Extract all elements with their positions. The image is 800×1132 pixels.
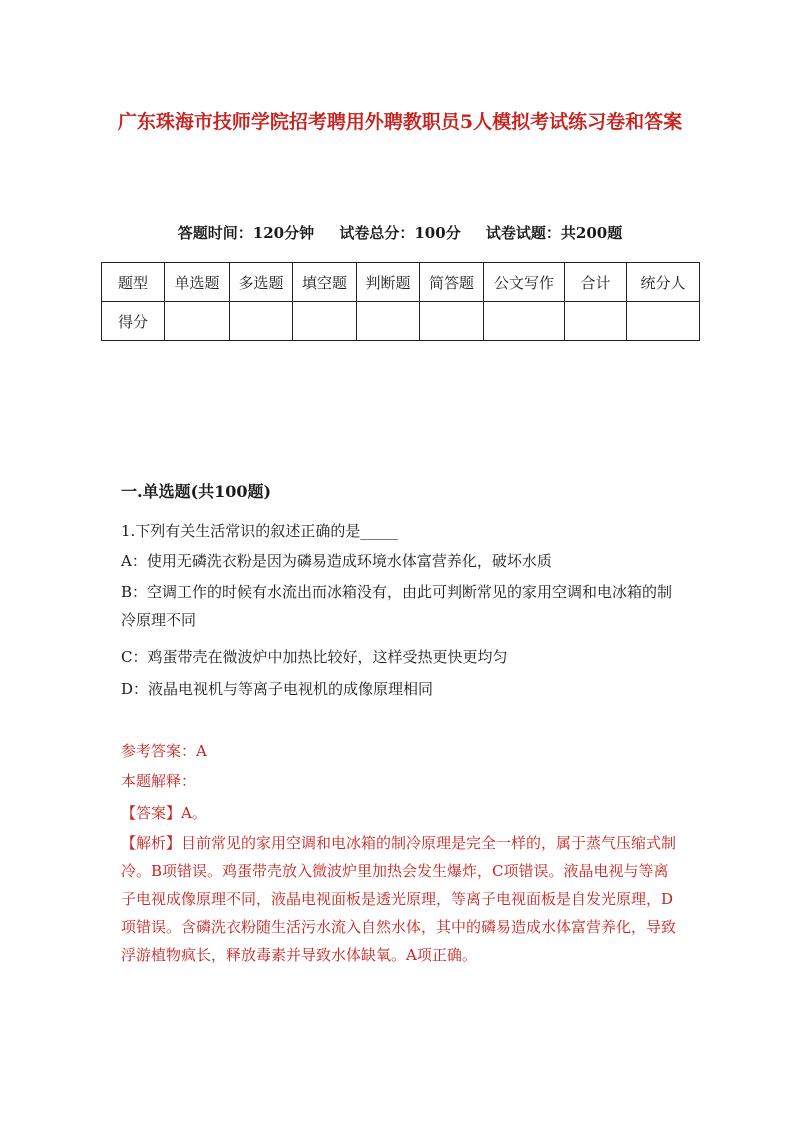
header-cell-writing: 公文写作 [484,263,565,302]
section-title: 一.单选题(共100题) [121,482,272,501]
exam-total-score: 试卷总分：100分 [339,224,461,242]
explanation-label: 本题解释： [121,772,197,790]
option-c: C：鸡蛋带壳在微波炉中加热比较好，这样受热更快更均匀 [121,648,508,666]
score-cell[interactable] [420,302,484,341]
header-cell-short-answer: 简答题 [420,263,484,302]
option-b: B：空调工作的时候有水流出而冰箱没有，由此可判断常见的家用空调和电冰箱的制冷原理不同 [121,583,673,629]
score-cell[interactable] [230,302,293,341]
header-cell-judge: 判断题 [357,263,420,302]
score-cell[interactable] [165,302,230,341]
answer-key: 【答案】A。 [121,804,207,822]
question-stem: 1.下列有关生活常识的叙述正确的是_____ [121,522,398,540]
exam-meta [100,222,700,244]
exam-question-count: 试卷试题：共200题 [485,224,623,242]
score-cell[interactable] [627,302,700,341]
score-row-label: 得分 [102,302,165,341]
option-d: D：液晶电视机与等离子电视机的成像原理相同 [121,680,434,698]
score-table-score-row [102,302,700,341]
score-cell[interactable] [565,302,627,341]
score-cell[interactable] [484,302,565,341]
document-title: 广东珠海市技师学院招考聘用外聘教职员5人模拟考试练习卷和答案 [117,111,683,133]
header-cell-multiple: 多选题 [230,263,293,302]
score-cell[interactable] [293,302,357,341]
reference-answer: 参考答案：A [121,742,207,760]
option-a: A：使用无磷洗衣粉是因为磷易造成环境水体富营养化，破坏水质 [121,552,552,570]
score-cell[interactable] [357,302,420,341]
exam-time: 答题时间：120分钟 [177,224,315,242]
answer-analysis: 【解析】目前常见的家用空调和电冰箱的制冷原理是完全一样的，属于蒸气压缩式制冷。B项错误。鸡蛋带壳放入微波炉里加热会发生爆炸，C项错误。液晶电视与等离子电视成像原理不同，液晶电视面板是透光原理，等离子电视面板是自发光原理，D项错误。含磷洗衣粉随生活污水流入自然水体，其中的磷易造成水体富营养化，导致浮游植物疯长，释放毒素并导致水体缺氧。A项正确。 [121,834,677,964]
header-cell-total: 合计 [565,263,627,302]
header-cell-single: 单选题 [165,263,230,302]
score-table-header-row [102,263,700,302]
header-cell-scorer: 统分人 [627,263,700,302]
score-table [101,262,700,341]
header-cell-fill: 填空题 [293,263,357,302]
header-cell-type: 题型 [102,263,165,302]
